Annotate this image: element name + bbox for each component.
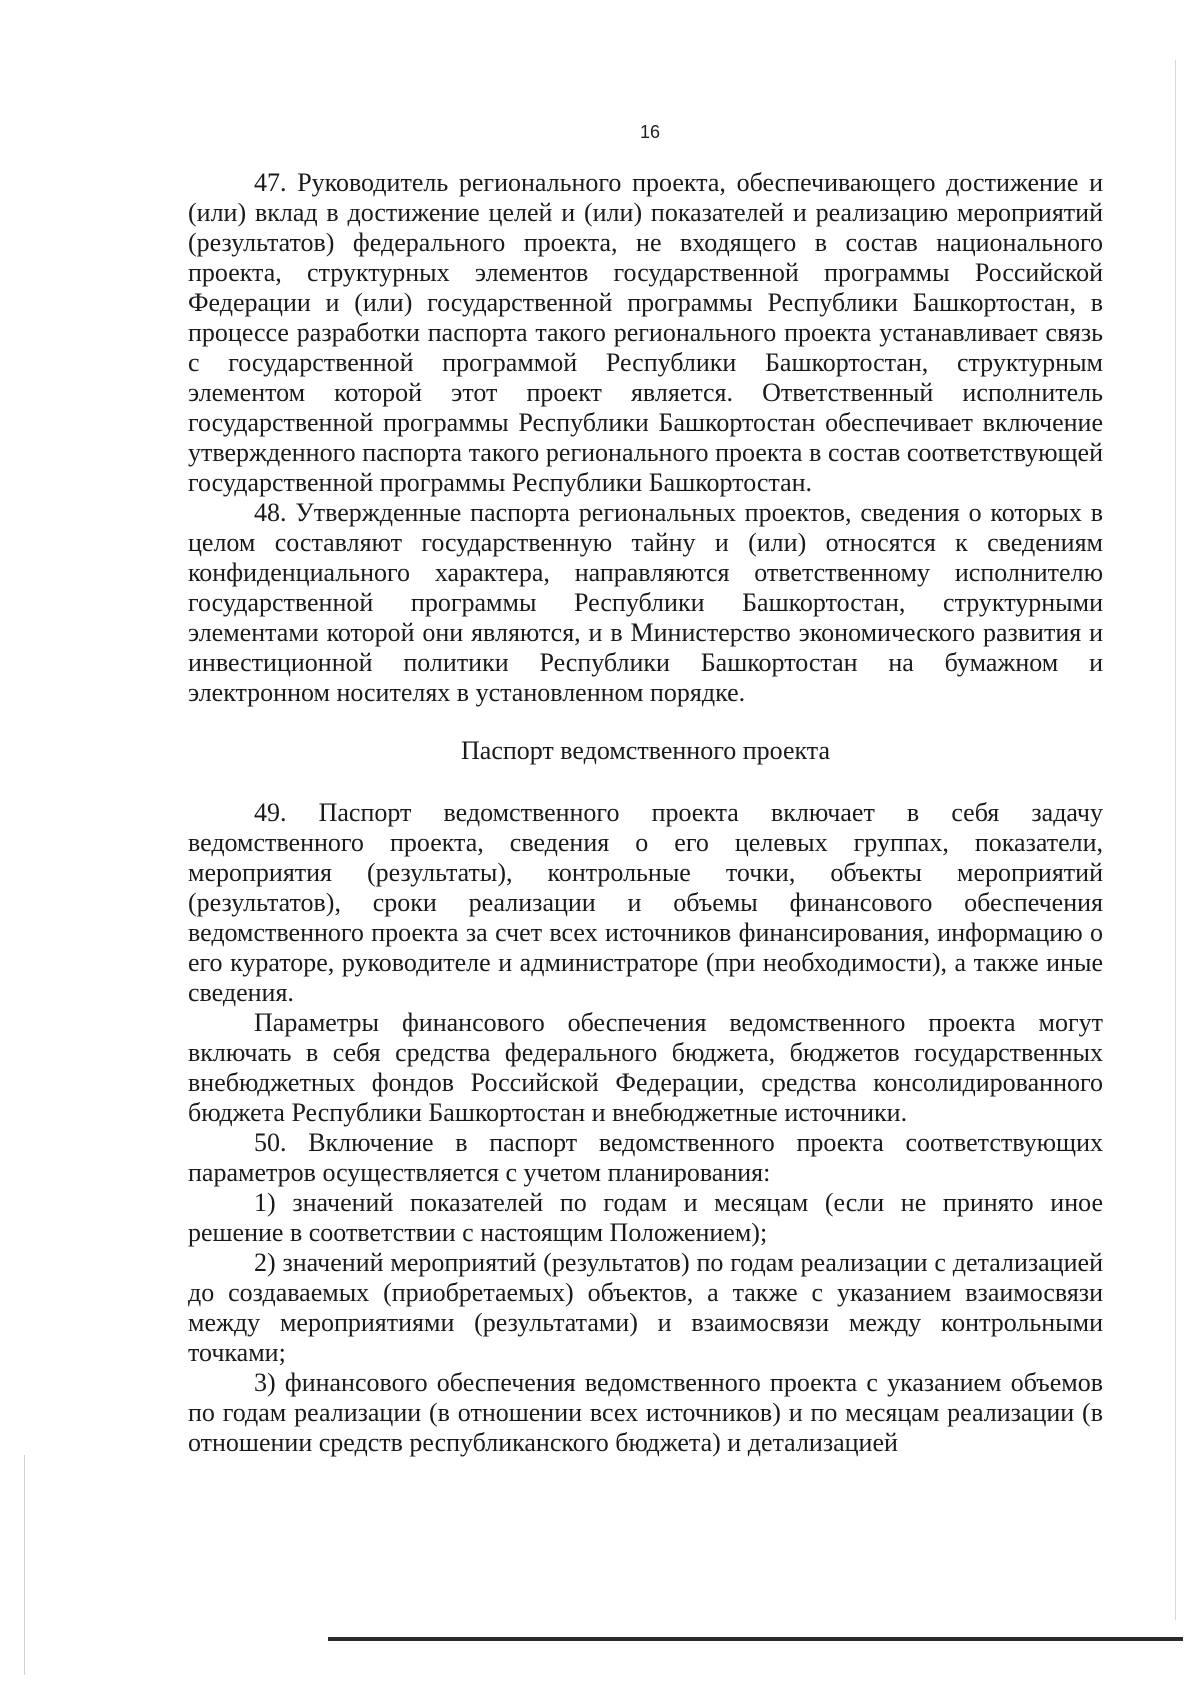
paragraph-47: 47. Руководитель регионального проекта, обеспечивающего достижение и (или) вклад в достижение целей и (или) показателей и реализацию мероприятий (результатов) федерального проекта, не входящего в состав национального проекта, структурных элементов государственной программы Российской Федерации и (или) государственной программы Республики Башкортостан, в процессе разработки паспорта такого регионального проекта устанавливает связь с государственной программой Республики Башкортостан, структурным элементом которой этот проект является. Ответственный исполнитель государственной программы Республики Башкортостан обеспечивает включение утвержденного паспорта такого регионального проекта в состав соответствующей государственной программы Республики Башкортостан. — [188, 168, 1103, 497]
list-item-1: 1) значений показателей по годам и месяцам (если не принято иное решение в соответствии с настоящим Положением); — [188, 1188, 1103, 1247]
scan-edge-right — [1175, 60, 1176, 1620]
list-item-2: 2) значений мероприятий (результатов) по годам реализации с детализацией до создаваемых (приобретаемых) объектов, а также с указанием взаимосвязи между мероприятиями (результатами) и взаимосвязи между контрольными точками; — [188, 1248, 1103, 1367]
paragraph-50: 50. Включение в паспорт ведомственного проекта соответствующих параметров осуществляется с учетом планирования: — [188, 1128, 1103, 1187]
bottom-rule — [328, 1637, 1183, 1641]
document-body — [188, 168, 1103, 1458]
scan-edge-left — [24, 1455, 25, 1675]
section-heading: Паспорт ведомственного проекта — [461, 736, 830, 765]
paragraph-48: 48. Утвержденные паспорта региональных проектов, сведения о которых в целом составляют государственную тайну и (или) относятся к сведениям конфиденциального характера, направляются ответственному исполнителю государственной программы Республики Башкортостан, структурными элементами которой они являются, и в Министерство экономического развития и инвестиционной политики Республики Башкортостан на бумажном и электронном носителях в установленном порядке. — [188, 498, 1103, 707]
paragraph-financing-parameters: Параметры финансового обеспечения ведомственного проекта могут включать в себя средства федерального бюджета, бюджетов государственных внебюджетных фондов Российской Федерации, средства консолидированного бюджета Республики Башкортостан и внебюджетные источники. — [188, 1008, 1103, 1127]
page-number: 16 — [639, 122, 661, 142]
list-item-3: 3) финансового обеспечения ведомственного проекта с указанием объемов по годам реализации (в отношении всех источников) и по месяцам реализации (в отношении средств республиканского бюджета) и детализацией — [188, 1368, 1103, 1457]
paragraph-49: 49. Паспорт ведомственного проекта включает в себя задачу ведомственного проекта, сведения о его целевых группах, показатели, мероприятия (результаты), контрольные точки, объекты мероприятий (результатов), сроки реализации и объемы финансового обеспечения ведомственного проекта за счет всех источников финансирования, информацию о его кураторе, руководителе и администраторе (при необходимости), а также иные сведения. — [188, 798, 1103, 1007]
